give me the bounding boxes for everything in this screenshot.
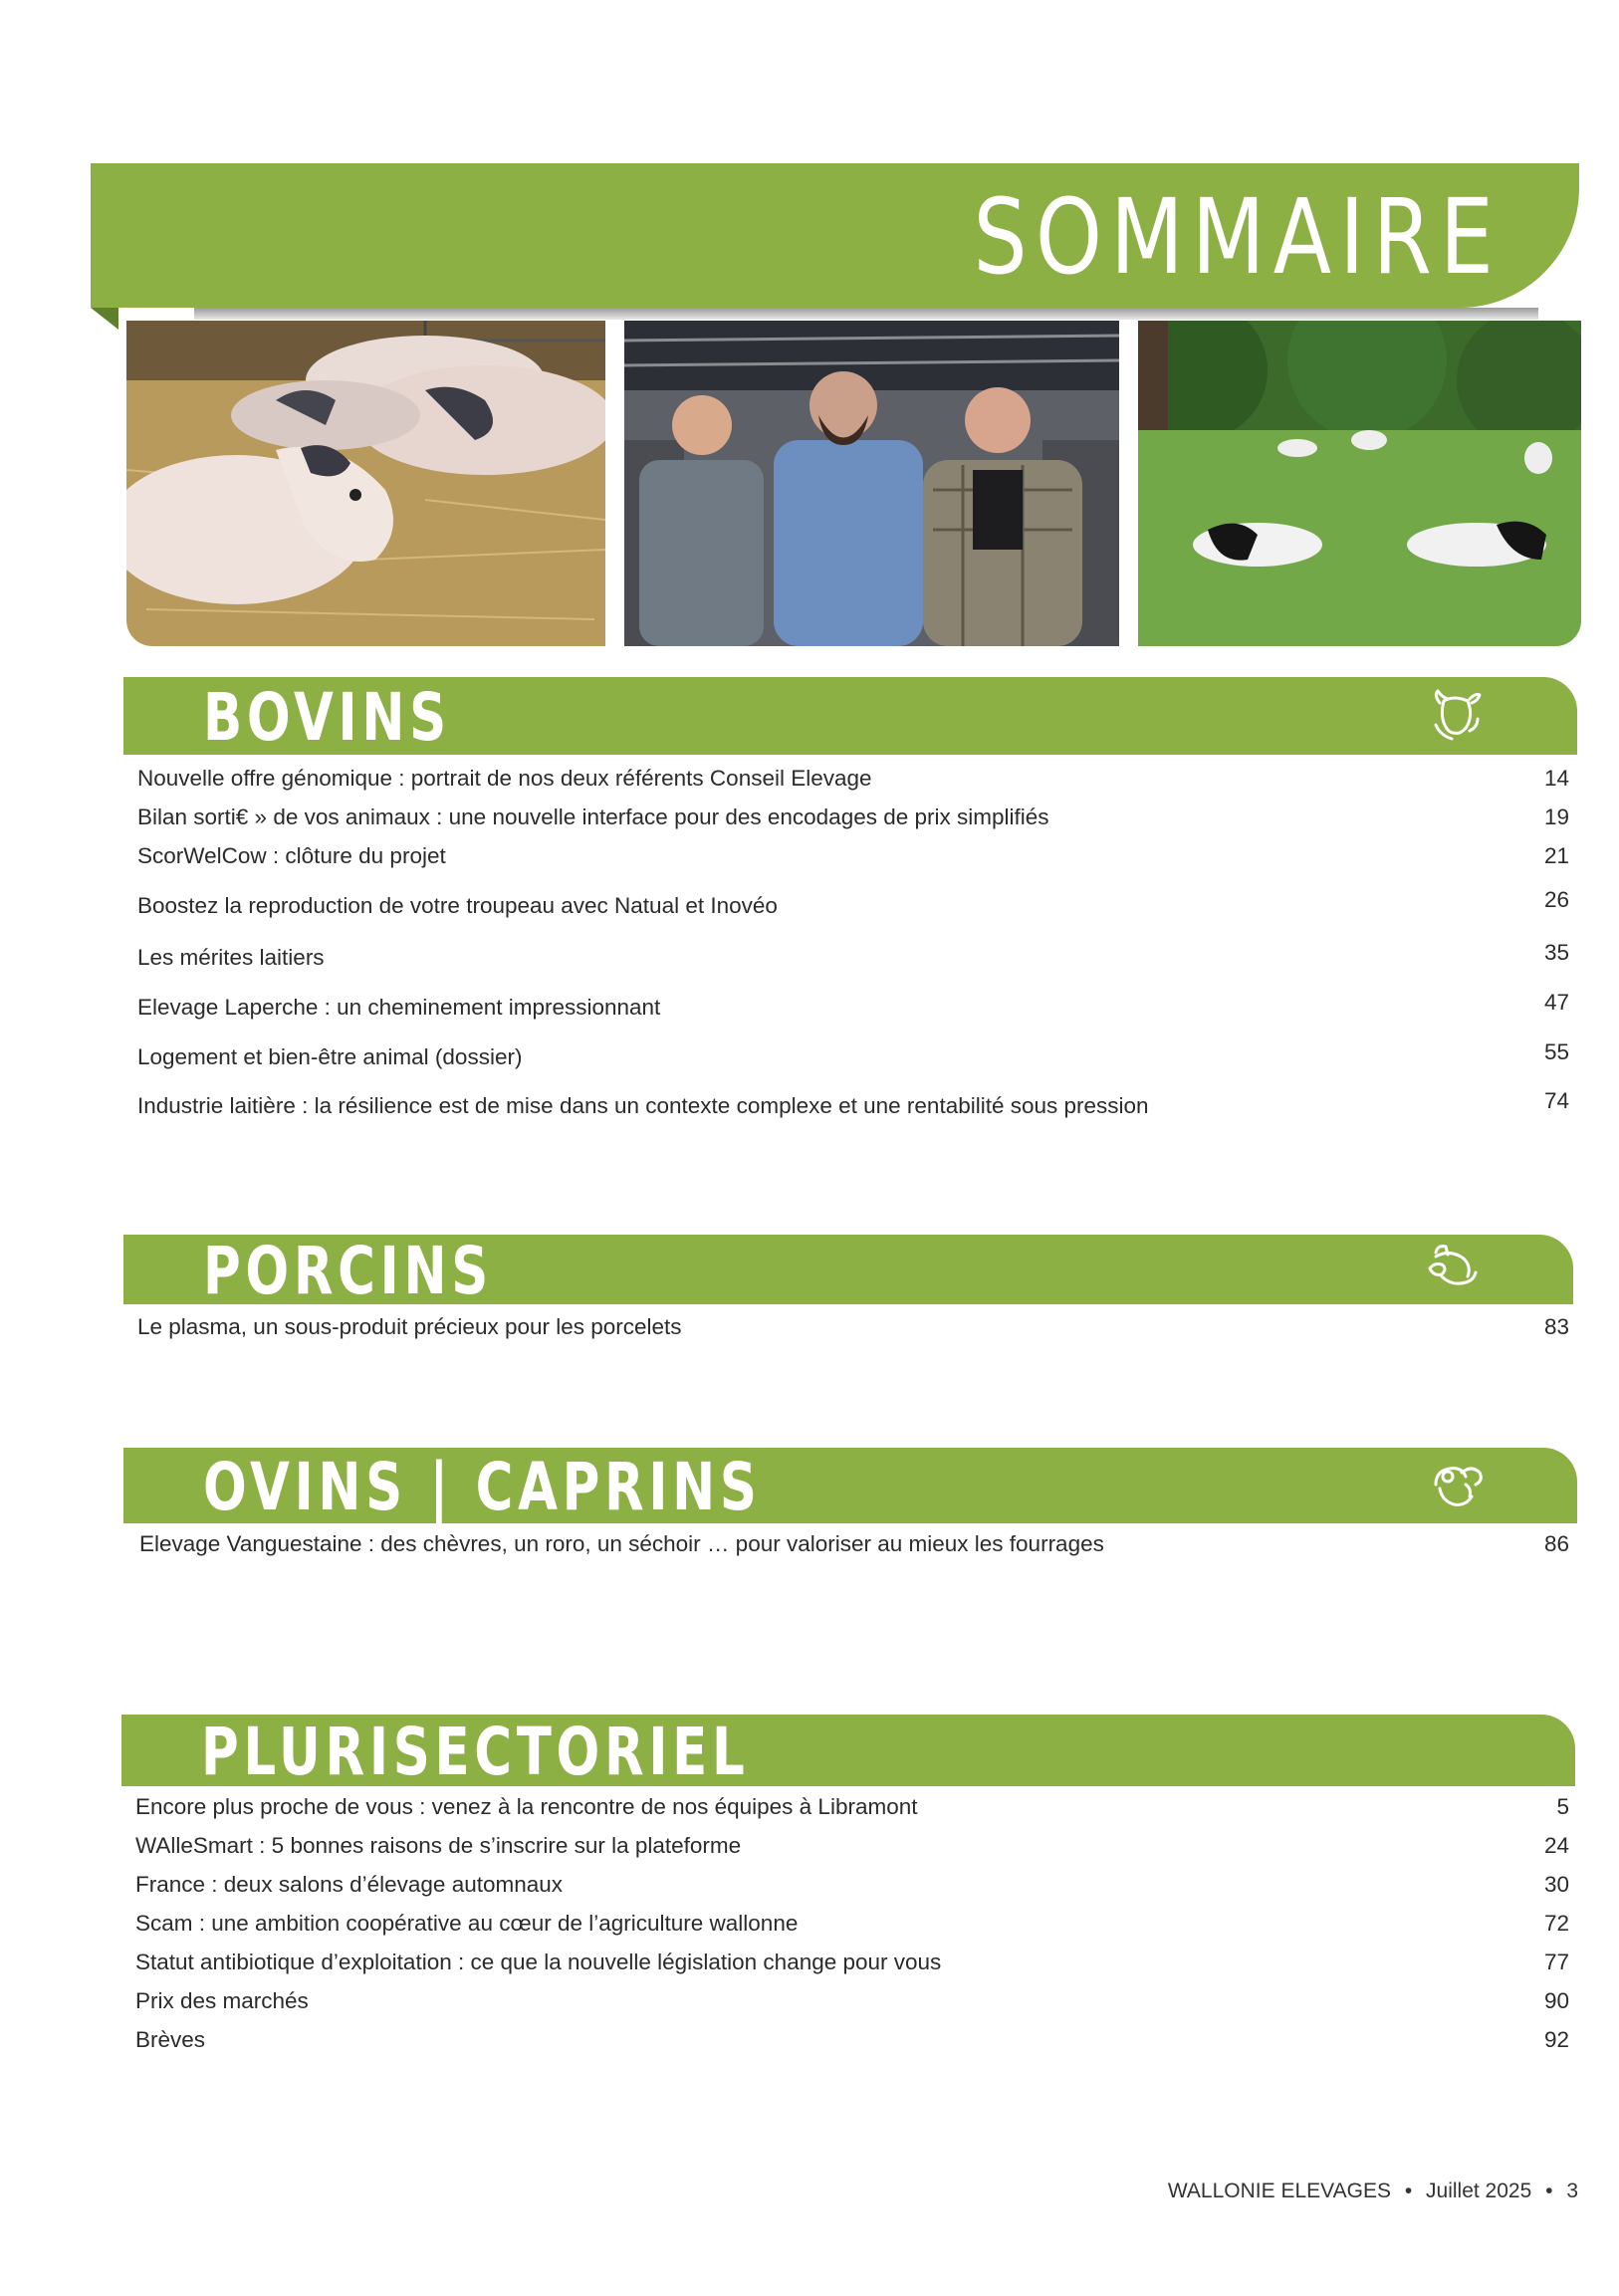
toc-entry-page: 19 [1543, 804, 1569, 829]
toc-entry-page: 26 [1543, 887, 1569, 912]
toc-entry[interactable] [137, 764, 1569, 794]
toc-entry-page: 21 [1543, 843, 1569, 868]
toc-entry-title: Brèves [135, 2027, 206, 2052]
section-header-porcins [123, 1233, 1573, 1309]
toc-entry[interactable] [137, 803, 1569, 832]
toc-entry[interactable] [137, 1831, 1569, 1861]
toc-entry-page: 35 [1543, 940, 1569, 965]
footer-separator: • [1545, 2180, 1553, 2202]
section-header-ovins-caprins [123, 1448, 1577, 1523]
toc-entry-page: 83 [1543, 1314, 1569, 1339]
toc-entry-page: 30 [1543, 1872, 1569, 1897]
toc-entry-title: Industrie laitière : la résilience est de mise dans un contexte complexe et une rentabilité sous pression [137, 1093, 1149, 1118]
toc-entry[interactable] [137, 1037, 1569, 1067]
toc-entry[interactable] [137, 1086, 1569, 1116]
toc-entry-title: Bilan sorti€ » de vos animaux : une nouvelle interface pour des encodages de prix simplifiés [137, 804, 1049, 829]
banner-fold-decoration [91, 308, 118, 330]
toc-entry[interactable] [137, 1870, 1569, 1900]
toc-entry[interactable] [137, 938, 1569, 968]
toc-entry-title: Elevage Laperche : un cheminement impressionnant [137, 995, 661, 1020]
banner-shadow-decoration [194, 308, 1538, 320]
toc-entry[interactable] [137, 1986, 1569, 2016]
toc-entry-title: Prix des marchés [135, 1988, 309, 2013]
toc-entry-page: 72 [1543, 1911, 1569, 1936]
toc-entry-title: ScorWelCow : clôture du projet [137, 843, 446, 868]
photo-cattle-lying-in-straw [126, 321, 605, 646]
photo-three-farmers-in-barn [624, 321, 1119, 646]
section-header-plurisectoriel [121, 1714, 1575, 1790]
toc-entry-page: 47 [1543, 990, 1569, 1015]
toc-entry-page: 55 [1543, 1039, 1569, 1064]
issue-date: Juillet 2025 [1426, 2180, 1532, 2202]
section-title: BOVINS [203, 679, 451, 756]
page-footer [1160, 2177, 1578, 2206]
section-header-bovins [123, 677, 1577, 755]
toc-entry[interactable] [137, 1529, 1569, 1559]
toc-entry-title: Boostez la reproduction de votre troupeau avec Natual et Inovéo [137, 893, 778, 918]
toc-entry-title: Nouvelle offre génomique : portrait de nos deux référents Conseil Elevage [137, 766, 872, 791]
toc-entry[interactable] [137, 988, 1569, 1018]
pig-head-icon [1422, 1239, 1484, 1300]
publication-name: WALLONIE ELEVAGES [1167, 2180, 1391, 2202]
toc-entry-page: 90 [1543, 1988, 1569, 2013]
toc-entry-title: Logement et bien-être animal (dossier) [137, 1044, 523, 1069]
toc-entry[interactable] [137, 2025, 1569, 2055]
footer-separator: • [1404, 2180, 1413, 2202]
toc-entry[interactable] [137, 1909, 1569, 1939]
toc-entry[interactable] [137, 1948, 1569, 1977]
page-title: SOMMAIRE [973, 176, 1502, 298]
section-title: PORCINS [203, 1233, 494, 1309]
toc-entry-title: Statut antibiotique d’exploitation : ce que la nouvelle législation change pour vous [135, 1950, 942, 1974]
toc-entry[interactable] [137, 1792, 1569, 1822]
toc-entry-title: Encore plus proche de vous : venez à la rencontre de nos équipes à Libramont [135, 1794, 918, 1819]
photo-holstein-cows-in-meadow [1138, 321, 1581, 646]
toc-entry-title: WAlleSmart : 5 bonnes raisons de s’inscrire sur la plateforme [135, 1833, 742, 1858]
toc-entry[interactable] [137, 841, 1569, 871]
toc-entry-title: Les mérites laitiers [137, 945, 325, 970]
sheep-goat-head-icon [1426, 1455, 1488, 1516]
toc-entry-title: Le plasma, un sous-produit précieux pour les porcelets [137, 1314, 682, 1339]
toc-entry-page: 92 [1543, 2027, 1569, 2052]
section-title: OVINS | CAPRINS [203, 1449, 762, 1525]
page-number: 3 [1566, 2180, 1578, 2202]
toc-entry-page: 14 [1543, 766, 1569, 791]
toc-entry-title: Elevage Vanguestaine : des chèvres, un roro, un séchoir … pour valoriser au mieux les fourrages [139, 1531, 1104, 1556]
toc-entry-page: 74 [1543, 1088, 1569, 1113]
toc-entry-page: 24 [1543, 1833, 1569, 1858]
toc-entry[interactable] [137, 885, 1569, 918]
toc-entry-page: 5 [1556, 1794, 1569, 1819]
toc-entry-page: 77 [1543, 1950, 1569, 1974]
toc-entry-title: France : deux salons d’élevage automnaux [135, 1872, 564, 1897]
toc-entry[interactable] [137, 1312, 1569, 1342]
cow-head-icon [1426, 685, 1488, 747]
toc-entry-title: Scam : une ambition coopérative au cœur de l’agriculture wallonne [135, 1911, 799, 1936]
section-title: PLURISECTORIEL [201, 1714, 750, 1790]
toc-entry-page: 86 [1543, 1531, 1569, 1556]
